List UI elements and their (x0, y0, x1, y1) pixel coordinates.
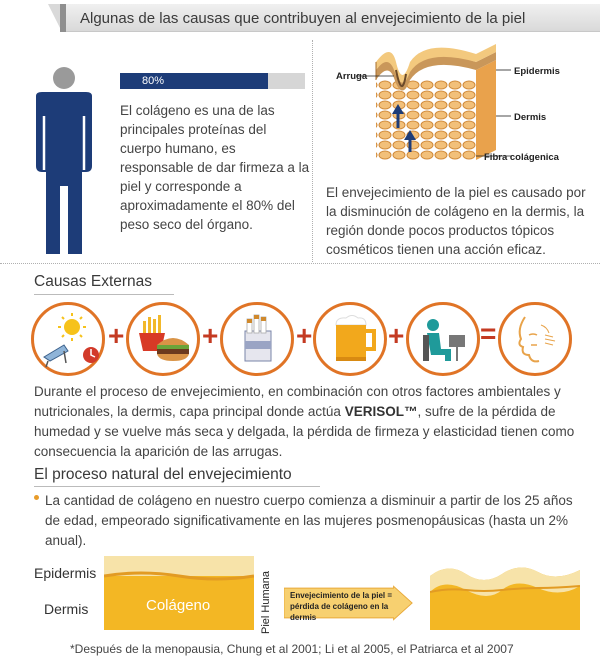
collagen-decline-text: La cantidad de colágeno en nuestro cuerpo comienza a disminuir a partir de los 25 años de edad, empeorado significativamente en las mujeres posmenopáusicas (hasta un 2% anual). (45, 493, 573, 548)
label-human-skin: Piel Humana (260, 571, 272, 634)
header-accent (60, 4, 66, 32)
progress-label: 80% (142, 75, 165, 87)
vertical-divider (312, 40, 313, 262)
plus-operator: + (388, 320, 405, 351)
title-underline (34, 486, 320, 487)
label-epidermis: Epidermis (514, 66, 560, 77)
horizontal-divider (0, 263, 600, 264)
brand-name: VERISOL™ (344, 404, 418, 419)
beer-icon (313, 302, 387, 376)
natural-process-title: El proceso natural del envejecimiento (34, 466, 292, 483)
sun-beach-icon (31, 302, 105, 376)
plus-operator: + (296, 320, 313, 351)
aging-caption: El envejecimiento de la piel es causado por la disminución de colágeno en la dermis, la región donde pocos productos tópicos cosméticos tienen una acción eficaz. (326, 185, 586, 257)
sedentary-person-icon (406, 302, 480, 376)
plus-operator: + (108, 320, 125, 351)
label-dermis: Dermis (514, 112, 547, 123)
header-banner (0, 0, 600, 34)
label-wrinkle: Arruga (336, 71, 368, 82)
collagen-progress-bar (120, 73, 305, 89)
healthy-skin-layers (104, 556, 254, 630)
label-collagen-fiber: Fibra colágenica (484, 152, 559, 163)
external-causes-description: Durante el proceso de envejecimiento, en combinación con otros factores ambientales y nutricionales, la dermis, capa principal donde actúa VERISOL™, sufre de la pérdida de humedad y se vuelve más seca y delgada, la pérdida de firmeza y elasticidad tienen como consecuencia la aparición de las arrugas. (34, 384, 575, 459)
aged-skin-layers (430, 558, 580, 630)
collagen-description: El colágeno es una de las principales proteínas del cuerpo humano, es responsable de dar firmeza a la piel y corresponde a aproximadamente el 80% del peso seco del órgano. (120, 103, 310, 232)
aging-arrow-text: Envejecimiento de la piel = pérdida de colágeno en la dermis (290, 591, 393, 622)
person-icon (30, 66, 98, 256)
equals-operator: = (480, 318, 497, 349)
label-epidermis: Epidermis (34, 565, 97, 581)
label-dermis: Dermis (44, 601, 89, 617)
footnote: *Después de la menopausia, Chung et al 2001; Li et al 2005, el Patriarca et al 2007 (70, 642, 514, 656)
label-collagen: Colágeno (146, 597, 211, 614)
plus-operator: + (202, 320, 219, 351)
aged-face-icon (498, 302, 572, 376)
title-underline (34, 294, 174, 295)
external-causes-title: Causas Externas (34, 273, 153, 290)
bullet-icon (34, 495, 39, 500)
skin-cross-section-diagram (336, 40, 536, 170)
cigarettes-icon (220, 302, 294, 376)
page-title: Algunas de las causas que contribuyen al envejecimiento de la piel (80, 10, 526, 27)
fast-food-icon (126, 302, 200, 376)
